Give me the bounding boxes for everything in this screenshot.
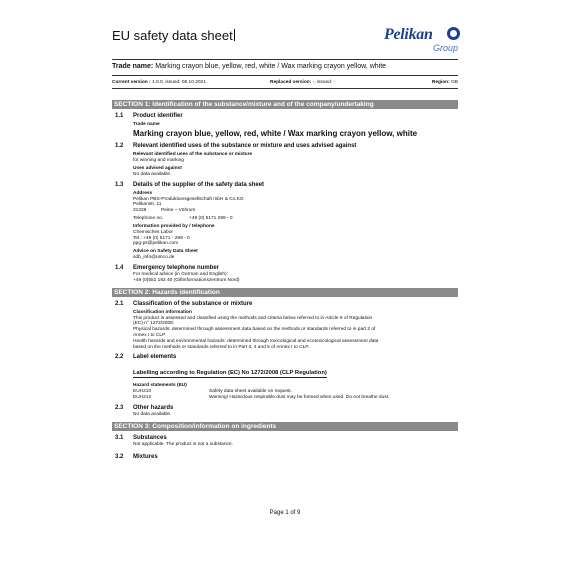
item-number: 1.1 <box>115 113 124 119</box>
hazard-statement-row: EUH210 Safety data sheet available on request. <box>133 389 292 395</box>
company-name: Pelikan PBS-Produktionsgesellschaft mbH & Co.KG <box>133 196 244 202</box>
lab-name: Chemisches Labor <box>133 229 173 235</box>
classification-label: Classification information <box>133 309 192 315</box>
item-heading: Label elements <box>133 354 177 361</box>
lab-telephone: Tel.: +49 (0) 5171 - 299 - 0 <box>133 235 190 241</box>
emergency-line-1: For medical advice (in German and English): <box>133 271 228 277</box>
item-heading: Product identifier <box>133 113 183 119</box>
item-1-2 <box>112 143 458 178</box>
lab-email: ppg-ps@pelikan.com <box>133 241 179 247</box>
document-title: EU safety data sheet <box>112 28 233 43</box>
item-heading: Classification of the substance or mixture <box>133 300 253 307</box>
item-heading: Other hazards <box>133 404 174 411</box>
classification-line: (EC) n° 1272/2008: <box>133 321 175 327</box>
classification-line: This product is assessed and classified using the methods and criteria below referred to in Article 9 of Regulation <box>133 315 373 321</box>
classification-line: Annex I to CLP <box>133 332 166 338</box>
telephone-row: Telephone no. +49 (0) 5171 299 - 0 <box>133 215 233 221</box>
item-number: 1.4 <box>115 264 124 271</box>
section-3-header: SECTION 3: Composition/information on ingredients <box>112 422 458 431</box>
item-number: 2.2 <box>115 354 124 361</box>
trade-rule <box>112 75 458 76</box>
classification-line: based on the methods or standards referred to in Part 3, 4 and 5 of Annex I to CLP. <box>133 344 310 350</box>
replaced-version: Replaced version: -, issued: - <box>270 80 336 85</box>
item-2-1 <box>112 301 458 351</box>
pelikan-logo <box>384 26 460 58</box>
substances-value: Not applicable. The product is not a substance. <box>133 441 233 447</box>
item-heading: Substances <box>133 434 167 441</box>
classification-line: Physical hazards: determined through assessment data based on the methods or standards referred to in part 2 of <box>133 327 376 333</box>
uses-label: Relevant identified uses of the substance or mixture <box>133 152 253 157</box>
trade-name-label: Trade name <box>133 122 160 127</box>
logo-name: Pelikan <box>384 26 433 43</box>
advice-label: Advice on Safety Data Sheet <box>133 249 198 255</box>
version-rule <box>112 88 458 89</box>
item-heading: Emergency telephone number <box>133 264 220 271</box>
postcode-city: 31228 Peine – Vöhrum <box>133 208 196 214</box>
trade-name-label: Trade name: <box>112 63 154 70</box>
item-number: 1.3 <box>115 181 124 188</box>
header-rule <box>112 59 458 60</box>
item-2-3 <box>112 405 458 418</box>
uses-value: for winning and marking <box>133 158 184 163</box>
section-2-header: SECTION 2: Hazards identification <box>112 288 458 297</box>
address-label: Address <box>133 190 153 196</box>
item-number: 2.3 <box>115 404 124 411</box>
item-heading: Relevant identified uses of the substance or mixture and uses advised against <box>133 143 357 149</box>
text-cursor <box>234 29 235 41</box>
section-1-header: SECTION 1: Identification of the substance/mixture and of the company/undertaking <box>112 100 458 109</box>
advised-value: No data available. <box>133 171 172 177</box>
labelling-title: Labelling according to Regulation (EC) No 1272/2008 (CLP Regulation) <box>133 370 327 377</box>
emergency-line-2: +49 (0)551 192 40 (Giftinformationszentrum Nord) <box>133 277 240 283</box>
item-heading: Mixtures <box>133 453 158 460</box>
page-number: Page 1 of 9 <box>269 510 301 516</box>
logo-group: Group <box>432 43 458 53</box>
current-version: Current version : 1.0.0, issued: 06.10.2021 <box>112 80 206 85</box>
item-heading: Details of the supplier of the safety data sheet <box>133 181 265 188</box>
item-number: 2.1 <box>115 300 124 307</box>
info-label: Information provided by / telephone <box>133 223 215 229</box>
trade-name-line <box>112 63 386 70</box>
item-1-1 <box>112 113 458 139</box>
document-content <box>112 100 458 461</box>
hazard-statements-label: Hazard statements (EU) <box>133 383 187 389</box>
hazard-statement-row: EUH212 Warning! Hazardous respirable dust may be formed when used. Do not breathe dust. <box>133 395 390 401</box>
item-number: 3.2 <box>115 453 124 460</box>
trade-name-value: Marking crayon blue, yellow, red, white / Wax marking crayon yellow, white <box>155 63 387 70</box>
advice-email: sdb_info@umco.de <box>133 255 175 261</box>
item-2-2 <box>112 354 458 401</box>
street: Pelikanstr. 11 <box>133 202 162 208</box>
pelikan-mark-icon <box>447 27 460 40</box>
trade-name-value: Marking crayon blue, yellow, red, white / Wax marking crayon yellow, white <box>133 129 418 138</box>
item-3-2 <box>112 454 458 461</box>
classification-line: Health hazards and environmental hazards: determined through toxicological and ecotoxicological assessment data <box>133 338 379 344</box>
region: Region: GB <box>431 80 458 85</box>
item-number: 1.2 <box>115 143 124 149</box>
item-3-1 <box>112 435 458 448</box>
other-hazards-value: No data available. <box>133 411 172 417</box>
item-number: 3.1 <box>115 434 124 441</box>
item-1-4 <box>112 265 458 284</box>
item-1-3 <box>112 182 458 261</box>
advised-label: Uses advised against <box>133 165 182 171</box>
